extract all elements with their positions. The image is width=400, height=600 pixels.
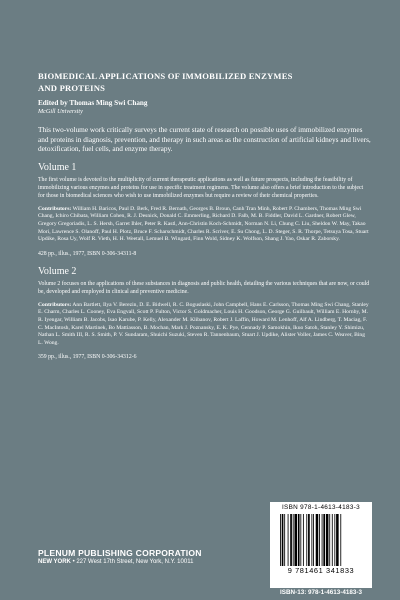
volume-1-meta: 428 pp., illus., 1977, ISBN 0-306-34311-8 [38,250,137,257]
barcode-isbn: ISBN 978-1-4613-4183-3 [281,504,360,511]
barcode-bar [284,514,285,566]
contributors-label: Contributors: [38,205,72,212]
barcode-bar [316,514,319,566]
volume-2-description: Volume 2 focuses on the applications of these substances in diagnosis and public health, detailing the various techniques that are now, or could be, developed and employed in clinical and preventive medicine. [38,280,370,295]
cover-text [38,70,371,361]
barcode-bar [332,514,333,566]
volume-2-contributors [38,302,371,348]
barcode-bar [319,514,320,566]
editor: Edited by Thomas Ming Swi Chang [38,99,148,107]
barcode-icon [280,514,362,566]
volume-2-meta: 359 pp., illus., 1977, ISBN 0-306-34312-6 [38,354,137,361]
barcode-bar [336,514,339,566]
volume-1-description: The first volume is devoted to the multiplicity of current therapeutic applications as well as future prospects, including the feasibility of immobilizing various enzymes and proteins for use in specific treatment regimens. The volume also offers a brief introduction to the subject for those in biomedical sciences who wish to use immobilized enzymes but require a review of their chemical properties. [38,176,364,199]
barcode-bar [303,514,304,566]
volume-1-heading: Volume 1 [38,161,77,173]
contributors-label: Contributors: [38,301,72,308]
barcode-number: 9 781461 341833 [287,566,355,575]
book-title [38,70,371,94]
barcode-bar [306,514,307,566]
barcode-bar [340,514,341,566]
publisher-name: PLENUM PUBLISHING CORPORATION [38,548,202,558]
barcode-bar [293,514,294,566]
barcode-label [270,502,372,588]
barcode-bar [308,514,310,566]
volume-1-contributors [38,206,371,244]
barcode-bar [298,514,300,566]
publisher-city: NEW YORK [38,559,71,565]
contributors-list: Ann Bartlett, Ilya V. Berezin, D. E. Bidwell, R. C. Boguslaski, John Campbell, Hans E. Carlsson, Thomas Ming Swi Chang, Stanley E. Charm, Charles L. Cooney, Eva Engvall, Scott P. Fulton, Victor S. Goldmacher, Louis H. Goodson, George G. Guilbault, William E. Hornby, M. R. Iyengar, William B. Jacobs, Isao Karube, P. Kelly, Alexander M. Klibanov, Robert J. Laffin, Howard M. Lenhoff, Alf A. Lindberg, T. Maciag, F. C. MacIntosh, Karel Martinek, Bo Mattiasson, B. Mochan, Mark J. Poznansky, E. K. Pye, Gennady P. Samokhin, Ikuo Satoh, Stanley Y. Shimizu, Nathan L. Smith III, R. S. Smith, P. V. Sundaram, Shuichi Suzuki, Steven R. Tannenbaum, Stuart J. Updike, Alister Voller, James C. Weaver, Bing L. Wong. [38,301,369,346]
barcode-bar [311,514,312,566]
barcode-bar [323,514,325,566]
barcode-bar [322,514,323,566]
barcode-bar [290,514,292,566]
barcode-bar [313,514,314,566]
barcode-bar [334,514,335,566]
barcode-bar [280,514,281,566]
publisher-address [38,559,258,565]
title-line-1: BIOMEDICAL APPLICATIONS OF IMMOBILIZED ENZYMES [38,71,293,81]
barcode-bar [326,514,329,566]
barcode-bar [329,514,330,566]
publisher-block [38,548,258,565]
barcode-bar [294,514,297,566]
editor-affiliation: McGill University [38,108,83,115]
barcode-bar [300,514,301,566]
barcode-bar [288,514,289,566]
volume-2-heading: Volume 2 [38,265,77,277]
barcode-bar [282,514,284,566]
title-line-2: AND PROTEINS [38,83,106,93]
contributors-list: William H. Baricos, Paul D. Berk, Fred R. Bernath, Georges B. Broun, Canh Tran Minh, Robert P. Chambers, Thomas Ming Swi Chang, Ichiro Chibata, William Cohen, R. J. Desnick, Donald C. Emmerling, Richard D. Falb, M. B. Fiddler, David L. Gardner, Robert Glew, Gregory Gregoriadis, L. S. Hersh, Garret Ihler, Peter R. Kastl, Ann-Christin Koch-Schmidt, Norman N. Li, Chung C. Liu, Sheldon W. May, Takao Mori, Lawrence S. Olanoff, Paul H. Plotz, Bruce F. Scharschmidt, Charles R. Scriver, E. Su Chong, L. D. Steger, S. R. Thorpe, Tetsuya Tosa, Stuart Updike, Rosa Uy, Wolf R. Vieth, H. H. Weetall, Lemuel B. Wingard, Finn Wold, Sidney K. Wolfson, Shang J. Yao, Oskar R. Zaborsky. [38,205,369,243]
publisher-street: • 227 West 17th Street, New York, N.Y. 10011 [72,559,194,565]
isbn-13: ISBN-13: 978-1-4613-4183-3 [280,589,362,596]
intro-paragraph: This two-volume work critically surveys the current state of research on possible uses of immobilized enzymes and proteins in diagnosis, prevention, and therapy in such areas as the construction of artificial kidneys and livers, detoxification, fuel cells, and enzyme therapy. [38,125,371,154]
